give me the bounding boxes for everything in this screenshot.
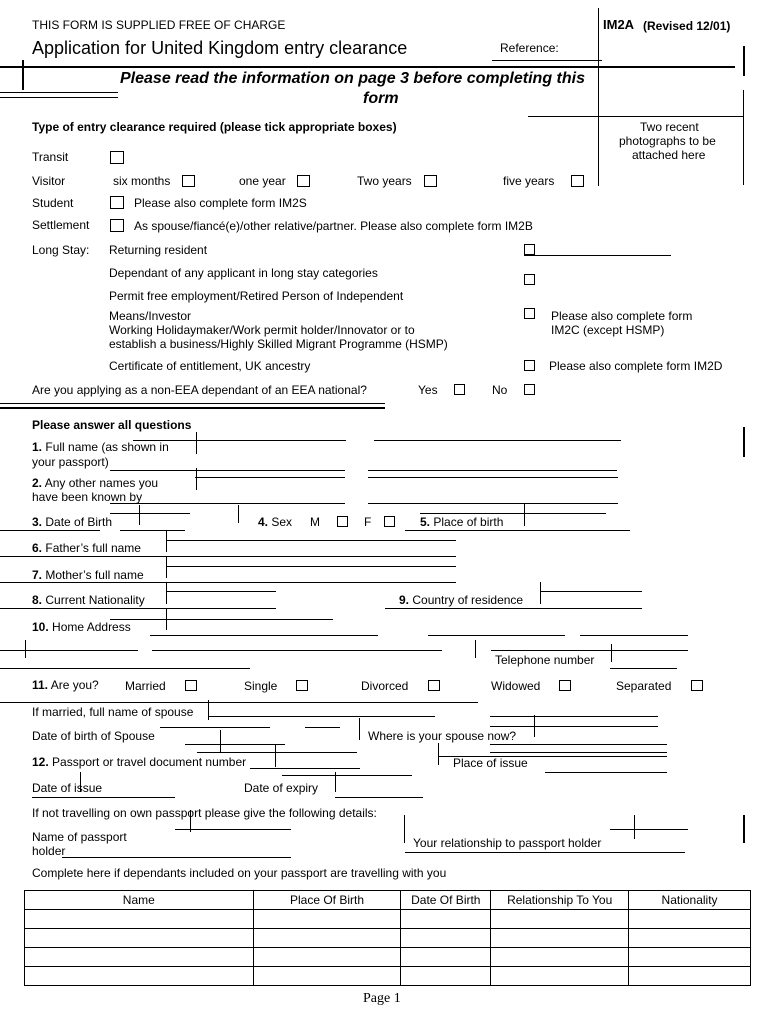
- returning-resident-checkbox[interactable]: [524, 244, 535, 255]
- rule: [0, 66, 735, 68]
- q1-label-line1: 1. Full name (as shown in: [32, 440, 169, 454]
- q2-label-line2: have been known by: [32, 490, 143, 504]
- establish-business-label: establish a business/Highly Skilled Migrant Programme (HSMP): [109, 337, 448, 351]
- other-names-field-4[interactable]: [368, 503, 618, 504]
- photo-note-2: photographs to be: [619, 134, 716, 148]
- means-investor-label: Means/Investor: [109, 309, 192, 323]
- date-of-expiry-field[interactable]: [335, 797, 423, 798]
- q5-label: 5. Place of birth: [420, 515, 504, 529]
- q8-label: 8. Current Nationality: [32, 593, 145, 607]
- photo-note-1: Two recent: [640, 120, 699, 134]
- divider: [438, 743, 439, 765]
- q4-label: 4. Sex: [258, 515, 293, 529]
- column-header-nationality: Nationality: [629, 891, 751, 910]
- divider: [196, 468, 197, 490]
- divider: [139, 505, 140, 525]
- table-cell[interactable]: [25, 910, 254, 929]
- transit-label: Transit: [32, 150, 69, 164]
- q12-label: 12. Passport or travel document number: [32, 755, 247, 769]
- one-year-checkbox[interactable]: [297, 175, 310, 187]
- other-names-field-3[interactable]: [110, 503, 345, 504]
- im2c-note-2: IM2C (except HSMP): [551, 323, 665, 337]
- dependant-checkbox[interactable]: [524, 274, 535, 285]
- divider: [275, 745, 276, 767]
- table-row: [25, 910, 751, 929]
- divider: [611, 644, 612, 662]
- rule: [0, 97, 118, 98]
- passport-number-field[interactable]: [250, 768, 360, 769]
- section-rule: [0, 407, 385, 409]
- two-years-checkbox[interactable]: [424, 175, 437, 187]
- table-cell[interactable]: [253, 910, 401, 929]
- table-row: [25, 967, 751, 986]
- table-cell[interactable]: [629, 929, 751, 948]
- divorced-label: Divorced: [361, 679, 409, 693]
- dependant-label: Dependant of any applicant in long stay categories: [109, 266, 378, 280]
- divider: [598, 8, 599, 116]
- table-cell[interactable]: [253, 929, 401, 948]
- type-heading: Type of entry clearance required (please tick appropriate boxes): [32, 120, 397, 134]
- address-field-4[interactable]: [580, 635, 688, 636]
- rule: [528, 116, 743, 117]
- place-of-birth-field[interactable]: [420, 513, 606, 514]
- place-of-issue-label: Place of issue: [453, 756, 528, 770]
- divider: [238, 505, 239, 523]
- table-cell[interactable]: [491, 967, 629, 986]
- mother-name-field[interactable]: [166, 566, 456, 567]
- revised-date: (Revised 12/01): [643, 19, 731, 33]
- residence-underline[interactable]: [385, 608, 642, 609]
- eea-question: Are you applying as a non-EEA dependant of an EEA national?: [32, 383, 367, 397]
- questions-heading: Please answer all questions: [32, 418, 192, 432]
- divider: [25, 640, 26, 658]
- sex-f-label: F: [364, 515, 372, 529]
- divider: [524, 504, 525, 526]
- separated-label: Separated: [616, 679, 672, 693]
- divider: [335, 772, 336, 792]
- spouse-name-field-5[interactable]: [305, 727, 340, 728]
- father-name-field[interactable]: [166, 540, 456, 541]
- full-name-field[interactable]: [133, 440, 346, 441]
- sex-m-checkbox[interactable]: [337, 516, 348, 527]
- table-cell[interactable]: [491, 910, 629, 929]
- section-rule: [0, 403, 385, 404]
- reference-label: Reference:: [500, 41, 559, 55]
- visitor-label: Visitor: [32, 174, 66, 188]
- nationality-underline[interactable]: [0, 608, 276, 609]
- spouse-dob-field[interactable]: [185, 744, 285, 745]
- relationship-label: Your relationship to passport holder: [413, 836, 602, 850]
- two-years-label: Two years: [357, 174, 412, 188]
- table-row: [25, 929, 751, 948]
- divider: [166, 582, 167, 604]
- divider: [80, 772, 81, 792]
- holder-name-field-2[interactable]: [62, 857, 291, 858]
- spouse-where-label: Where is your spouse now?: [368, 729, 517, 743]
- six-months-checkbox[interactable]: [182, 175, 195, 187]
- dependants-note: Complete here if dependants included on your passport are travelling with you: [32, 866, 447, 880]
- six-months-label: six months: [113, 174, 171, 188]
- married-checkbox[interactable]: [185, 680, 197, 691]
- divider: [743, 427, 745, 457]
- other-names-field[interactable]: [195, 477, 345, 478]
- spouse-where-field[interactable]: [490, 744, 667, 745]
- transit-checkbox[interactable]: [110, 151, 124, 164]
- q6-label: 6. Father’s full name: [32, 541, 141, 555]
- table-cell[interactable]: [491, 948, 629, 967]
- table-cell[interactable]: [629, 967, 751, 986]
- five-years-checkbox[interactable]: [571, 175, 584, 187]
- other-names-field-2[interactable]: [368, 477, 618, 478]
- place-of-issue-field-2[interactable]: [545, 772, 667, 773]
- place-of-issue-field[interactable]: [438, 756, 667, 757]
- divider: [166, 608, 167, 630]
- q11-label: 11. Are you?: [32, 678, 99, 692]
- address-field-2[interactable]: [150, 635, 378, 636]
- dependants-table: [24, 890, 751, 986]
- spouse-name-field-3[interactable]: [490, 726, 658, 727]
- address-field[interactable]: [110, 619, 333, 620]
- divider: [743, 815, 745, 843]
- spouse-where-field-2[interactable]: [490, 752, 667, 753]
- q10-label: 10. Home Address: [32, 620, 131, 634]
- separated-checkbox[interactable]: [691, 680, 703, 691]
- date-of-issue-field[interactable]: [32, 797, 175, 798]
- dob-field-underline-2[interactable]: [120, 530, 185, 531]
- date-of-issue-label: Date of issue: [32, 781, 103, 795]
- instruction-line1: Please read the information on page 3 before completing this: [120, 70, 585, 87]
- student-note: Please also complete form IM2S: [134, 196, 307, 210]
- table-cell[interactable]: [401, 929, 491, 948]
- long-stay-label: Long Stay:: [32, 243, 90, 257]
- passport-number-field-2[interactable]: [282, 775, 412, 776]
- full-name-field-2[interactable]: [374, 440, 621, 441]
- table-cell[interactable]: [25, 948, 254, 967]
- place-of-birth-underline[interactable]: [405, 530, 630, 531]
- telephone-field[interactable]: [610, 668, 677, 669]
- divider: [540, 582, 541, 604]
- spouse-name-field-2[interactable]: [490, 716, 658, 717]
- full-name-field-3[interactable]: [110, 470, 345, 471]
- eea-no-label: No: [492, 383, 508, 397]
- free-of-charge-note: THIS FORM IS SUPPLIED FREE OF CHARGE: [32, 18, 286, 32]
- single-checkbox[interactable]: [296, 680, 308, 691]
- divider: [166, 556, 167, 578]
- q2-label-line1: 2. Any other names you: [32, 476, 159, 490]
- nationality-field[interactable]: [166, 591, 276, 592]
- page-number: Page 1: [363, 991, 401, 1006]
- table-cell[interactable]: [253, 948, 401, 967]
- settlement-checkbox[interactable]: [110, 219, 124, 232]
- reference-field[interactable]: [492, 60, 602, 61]
- mother-name-underline[interactable]: [0, 582, 456, 583]
- im2d-note: Please also complete form IM2D: [549, 359, 723, 373]
- five-years-label: five years: [503, 174, 555, 188]
- rule: [0, 92, 118, 93]
- photo-box-edge: [598, 116, 599, 186]
- table-cell[interactable]: [401, 967, 491, 986]
- rule: [524, 255, 671, 256]
- column-header-relationship: Relationship To You: [491, 891, 629, 910]
- im2c-checkbox[interactable]: [524, 308, 535, 319]
- divider: [196, 432, 197, 454]
- spouse-dob-field-2[interactable]: [197, 752, 357, 753]
- father-name-underline[interactable]: [0, 556, 456, 557]
- rule: [0, 702, 478, 703]
- table-row: [25, 948, 751, 967]
- instruction-line2: form: [363, 90, 399, 107]
- form-title: Application for United Kingdom entry clearance: [32, 38, 408, 58]
- certificate-checkbox[interactable]: [524, 360, 535, 371]
- address-field-6[interactable]: [152, 650, 442, 651]
- divider: [359, 718, 360, 740]
- settlement-label: Settlement: [32, 218, 90, 232]
- table-cell[interactable]: [629, 910, 751, 929]
- table-cell[interactable]: [401, 948, 491, 967]
- q1-label-line2: your passport): [32, 455, 109, 469]
- certificate-label: Certificate of entitlement, UK ancestry: [109, 359, 311, 373]
- form-code: IM2A: [603, 17, 635, 32]
- relationship-field-2[interactable]: [405, 852, 685, 853]
- eea-yes-checkbox[interactable]: [454, 384, 465, 395]
- sex-m-label: M: [310, 515, 320, 529]
- working-holiday-label: Working Holidaymaker/Work permit holder/Innovator or to: [109, 323, 415, 337]
- table-cell[interactable]: [629, 948, 751, 967]
- column-header-place-of-birth: Place Of Birth: [253, 891, 401, 910]
- relationship-field[interactable]: [610, 829, 688, 830]
- dob-field[interactable]: [110, 513, 190, 514]
- spouse-name-label: If married, full name of spouse: [32, 705, 194, 719]
- single-label: Single: [244, 679, 278, 693]
- date-of-expiry-label: Date of expiry: [244, 781, 319, 795]
- q7-label: 7. Mother’s full name: [32, 568, 144, 582]
- widowed-label: Widowed: [491, 679, 541, 693]
- residence-field[interactable]: [540, 591, 642, 592]
- column-header-name: Name: [25, 891, 254, 910]
- divider: [166, 530, 167, 552]
- sex-f-checkbox[interactable]: [384, 516, 395, 527]
- table-header-row: [25, 891, 751, 910]
- full-name-field-4[interactable]: [368, 470, 617, 471]
- holder-name-label-2: holder: [32, 844, 66, 858]
- divider: [22, 60, 24, 90]
- divorced-checkbox[interactable]: [428, 680, 440, 691]
- divider: [475, 640, 476, 658]
- table-cell[interactable]: [25, 929, 254, 948]
- eea-yes-label: Yes: [418, 383, 438, 397]
- spouse-name-field-4[interactable]: [160, 727, 270, 728]
- not-own-passport-note: If not travelling on own passport please give the following details:: [32, 806, 377, 820]
- divider: [220, 730, 221, 752]
- table-cell[interactable]: [25, 967, 254, 986]
- one-year-label: one year: [239, 174, 286, 188]
- photo-box-edge: [743, 90, 744, 185]
- holder-name-field[interactable]: [175, 829, 291, 830]
- address-field-3[interactable]: [428, 635, 565, 636]
- widowed-checkbox[interactable]: [559, 680, 571, 691]
- q9-label: 9. Country of residence: [399, 593, 524, 607]
- q3-label: 3. Date of Birth: [32, 515, 113, 529]
- spouse-dob-label: Date of birth of Spouse: [32, 729, 155, 743]
- table-cell[interactable]: [401, 910, 491, 929]
- divider: [634, 815, 635, 839]
- permit-free-label: Permit free employment/Retired Person of Independent: [109, 289, 404, 303]
- column-header-date-of-birth: Date Of Birth: [401, 891, 491, 910]
- address-field-8[interactable]: [0, 668, 250, 669]
- address-field-7[interactable]: [491, 650, 688, 651]
- married-label: Married: [125, 679, 166, 693]
- settlement-note: As spouse/fiancé(e)/other relative/partner. Please also complete form IM2B: [134, 219, 533, 233]
- table-cell[interactable]: [253, 967, 401, 986]
- im2c-note-1: Please also complete form: [551, 309, 693, 323]
- spouse-name-field[interactable]: [208, 716, 435, 717]
- table-cell[interactable]: [491, 929, 629, 948]
- returning-resident-label: Returning resident: [109, 243, 208, 257]
- telephone-label: Telephone number: [495, 653, 595, 667]
- divider: [404, 815, 405, 843]
- dob-field-underline[interactable]: [0, 530, 100, 531]
- divider: [743, 46, 745, 76]
- student-checkbox[interactable]: [110, 196, 124, 209]
- student-label: Student: [32, 196, 74, 210]
- eea-no-checkbox[interactable]: [524, 384, 535, 395]
- address-field-5[interactable]: [0, 650, 138, 651]
- holder-name-label-1: Name of passport: [32, 830, 127, 844]
- divider: [208, 700, 209, 720]
- photo-note-3: attached here: [632, 148, 706, 162]
